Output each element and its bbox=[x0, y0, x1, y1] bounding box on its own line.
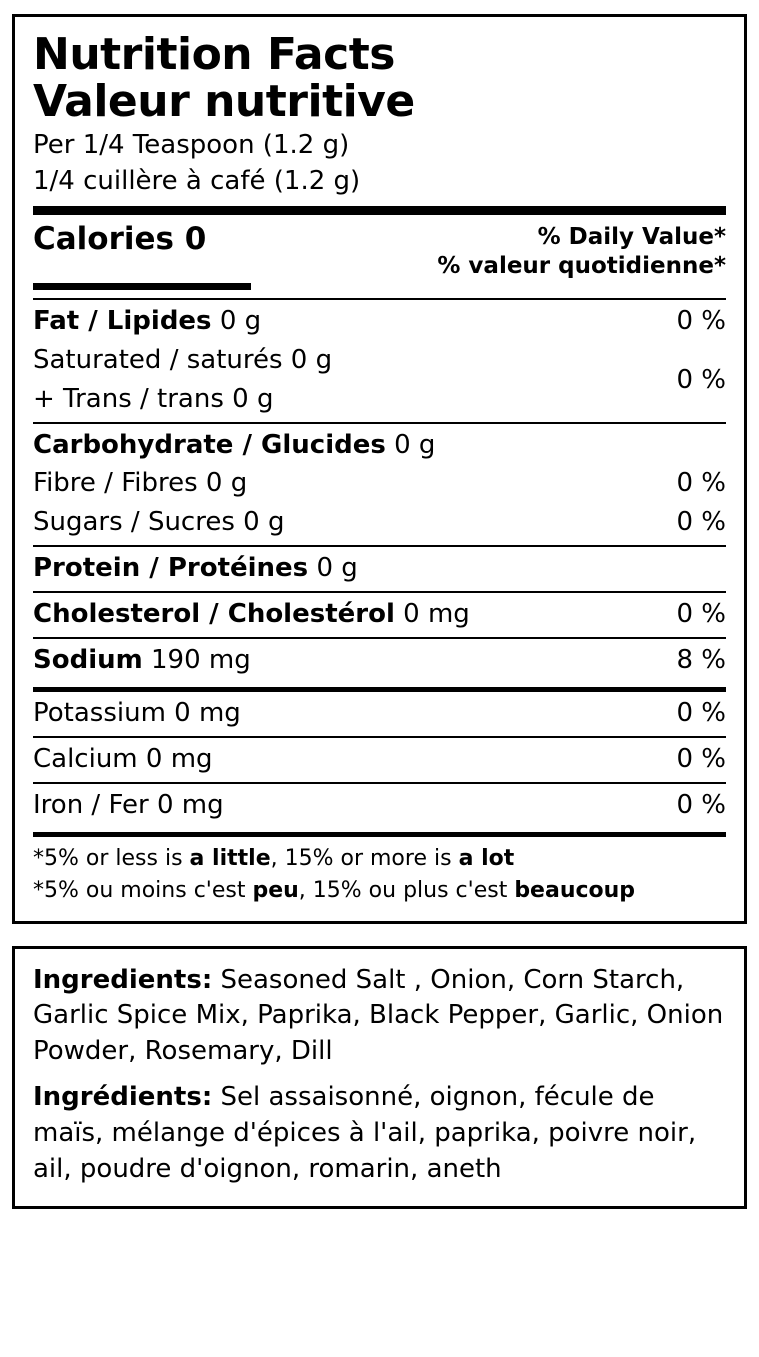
nutrition-facts-panel bbox=[12, 14, 747, 924]
iron-label: Iron / Fer 0 mg bbox=[33, 789, 224, 820]
row-sodium bbox=[33, 641, 726, 680]
fat-subrows bbox=[33, 341, 726, 419]
footnote-en-part2: , 15% or more is bbox=[270, 845, 459, 871]
calories-underline bbox=[33, 283, 251, 290]
potassium-group bbox=[33, 692, 726, 736]
footnote-fr-part2: , 15% ou plus c'est bbox=[298, 877, 515, 903]
row-calcium bbox=[33, 740, 726, 779]
panel-title-french: Valeur nutritive bbox=[33, 75, 415, 127]
calories-label: Calories bbox=[33, 221, 174, 258]
iron-group bbox=[33, 784, 726, 828]
sodium-amount: 190 mg bbox=[150, 645, 251, 676]
carbohydrate-label-group bbox=[33, 427, 435, 464]
ingredients-panel bbox=[12, 946, 747, 1209]
ingredients-french bbox=[33, 1080, 726, 1188]
trans-amount: 0 g bbox=[232, 383, 274, 414]
cholesterol-amount: 0 mg bbox=[403, 599, 470, 630]
serving-size-english: Per 1/4 Teaspoon (1.2 g) bbox=[33, 129, 350, 160]
footnote-french bbox=[33, 875, 726, 907]
panel-title-english: Nutrition Facts bbox=[33, 29, 395, 80]
daily-value-french: % valeur quotidienne* bbox=[437, 253, 726, 280]
daily-value-english: % Daily Value* bbox=[537, 224, 726, 251]
daily-value-header bbox=[437, 219, 726, 281]
ingredients-heading-english: Ingredients: bbox=[33, 964, 213, 995]
calcium-label: Calcium 0 mg bbox=[33, 743, 213, 774]
row-protein bbox=[33, 549, 726, 588]
row-iron bbox=[33, 786, 726, 825]
saturated-trans-dv: 0 % bbox=[676, 364, 726, 395]
protein-amount: 0 g bbox=[316, 553, 358, 584]
footnote-en-bold1: a little bbox=[189, 845, 271, 871]
footnote-fr-part1: *5% ou moins c'est bbox=[33, 877, 253, 903]
carbohydrate-label: Carbohydrate / Glucides bbox=[33, 429, 386, 460]
footnote-en-bold2: a lot bbox=[458, 845, 515, 871]
row-saturated bbox=[33, 341, 676, 380]
fat-label: Fat / Lipides bbox=[33, 305, 212, 336]
row-trans bbox=[33, 380, 676, 419]
calcium-group bbox=[33, 738, 726, 782]
cholesterol-dv: 0 % bbox=[676, 599, 726, 630]
fibre-amount: 0 g bbox=[205, 468, 248, 499]
footnote-fr-bold2: beaucoup bbox=[514, 877, 636, 903]
serving-size-french: 1/4 cuillère à café (1.2 g) bbox=[33, 165, 361, 196]
saturated-amount: 0 g bbox=[290, 344, 333, 375]
fat-group bbox=[33, 300, 726, 422]
fibre-dv: 0 % bbox=[676, 468, 726, 499]
saturated-label: Saturated / saturés bbox=[33, 344, 283, 375]
sodium-label-group bbox=[33, 642, 251, 679]
ingredients-english bbox=[33, 963, 726, 1071]
row-potassium bbox=[33, 694, 726, 733]
sugars-dv: 0 % bbox=[676, 507, 726, 538]
calories-label-group bbox=[33, 219, 206, 257]
footnote-english bbox=[33, 843, 726, 875]
calcium-dv: 0 % bbox=[676, 743, 726, 774]
row-fat bbox=[33, 302, 726, 341]
sugars-amount: 0 g bbox=[243, 507, 285, 538]
cholesterol-label-group bbox=[33, 596, 470, 633]
cholesterol-label: Cholesterol / Cholestérol bbox=[33, 599, 395, 630]
row-carbohydrate bbox=[33, 426, 726, 465]
row-sugars bbox=[33, 503, 726, 542]
saturated-label-group bbox=[33, 342, 332, 379]
ingredients-text-french: Sel assaisonné, oignon, fécule de maïs, mélange d'épices à l'ail, paprika, poivre noir, ail, poudre d'oignon, romarin, aneth bbox=[33, 1082, 697, 1184]
trans-label-group bbox=[33, 381, 273, 418]
iron-dv: 0 % bbox=[676, 789, 726, 820]
fat-amount: 0 g bbox=[219, 305, 262, 336]
calories-value: 0 bbox=[184, 221, 207, 258]
footnote-en-part1: *5% or less is bbox=[33, 845, 190, 871]
sodium-group bbox=[33, 639, 726, 683]
ingredients-heading-french: Ingrédients: bbox=[33, 1082, 213, 1113]
fat-dv: 0 % bbox=[676, 305, 726, 336]
protein-group bbox=[33, 547, 726, 591]
footnote-fr-bold1: peu bbox=[252, 877, 299, 903]
row-cholesterol bbox=[33, 595, 726, 634]
protein-label: Protein / Protéines bbox=[33, 553, 309, 584]
row-fibre bbox=[33, 464, 726, 503]
trans-label: + Trans / trans bbox=[33, 383, 224, 414]
cholesterol-group bbox=[33, 593, 726, 637]
potassium-label: Potassium 0 mg bbox=[33, 698, 241, 728]
ingredients-text-english: Seasoned Salt , Onion, Corn Starch, Garlic Spice Mix, Paprika, Black Pepper, Garlic, Onion Powder, Rosemary, Dill bbox=[33, 964, 724, 1067]
fibre-label: Fibre / Fibres bbox=[33, 468, 198, 499]
fat-sub-labels bbox=[33, 341, 676, 419]
potassium-dv: 0 % bbox=[676, 698, 726, 728]
sodium-label: Sodium bbox=[33, 645, 143, 676]
fat-label-group bbox=[33, 303, 261, 340]
carbohydrate-group bbox=[33, 424, 726, 546]
fibre-label-group bbox=[33, 465, 247, 502]
sodium-dv: 8 % bbox=[676, 645, 726, 676]
sugars-label: Sugars / Sucres bbox=[33, 507, 235, 538]
calories-row bbox=[33, 215, 726, 281]
footnote-block bbox=[33, 837, 726, 907]
protein-label-group bbox=[33, 550, 358, 587]
carbohydrate-amount: 0 g bbox=[394, 429, 436, 460]
divider-thick-top bbox=[33, 206, 726, 215]
sugars-label-group bbox=[33, 504, 284, 541]
